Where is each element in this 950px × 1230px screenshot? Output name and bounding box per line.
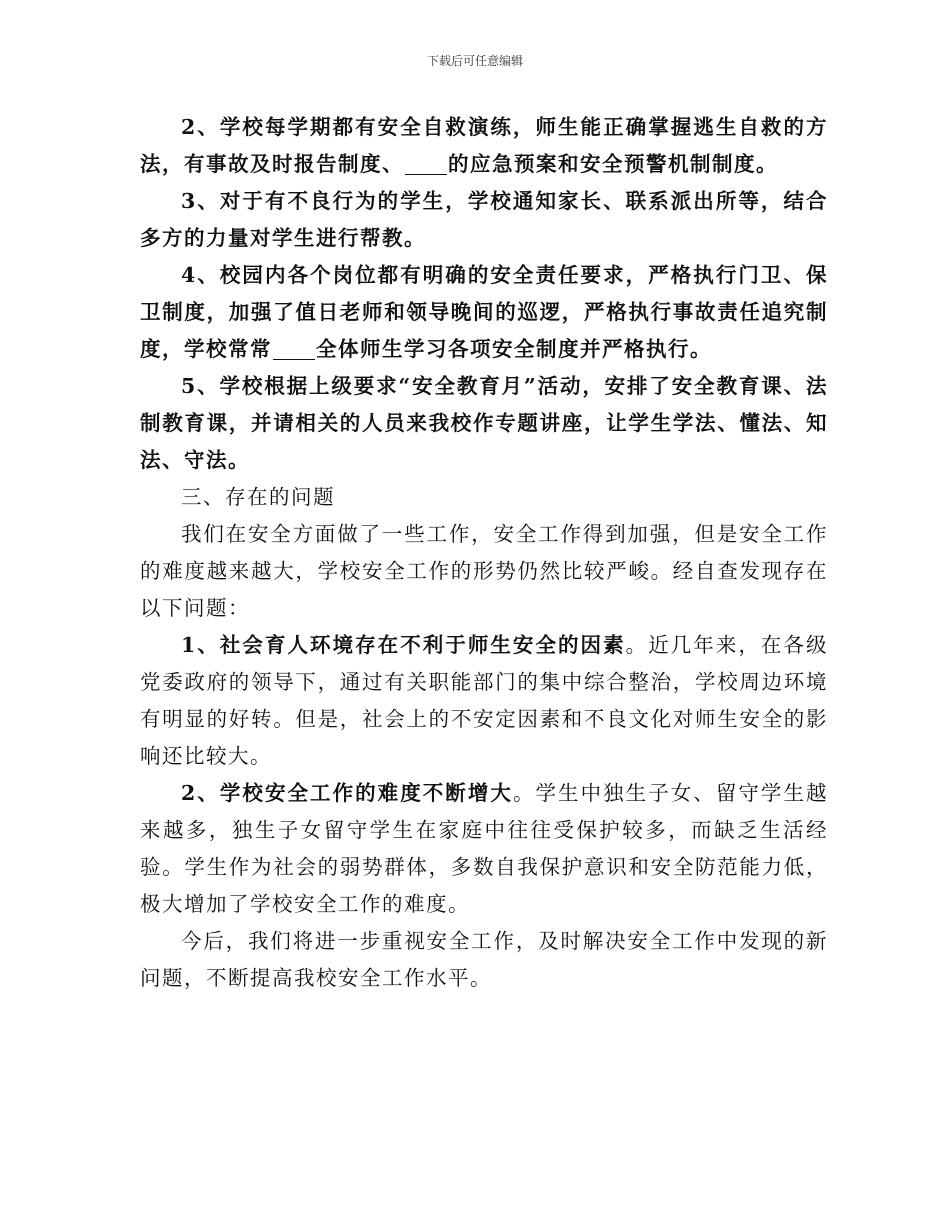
paragraph-text: 4、校园内各个岗位都有明确的安全责任要求，严格执行门卫、保卫制度，加强了值日老师和领导晚间的巡逻，严格执行事故责任追究制度，学校常常 xyxy=(140,263,828,361)
blank-underline xyxy=(273,339,315,361)
problem-lead: 2、学校安全工作的难度不断增大 xyxy=(181,781,513,805)
blank-underline xyxy=(405,154,447,176)
document-body xyxy=(140,109,828,997)
paragraph-intro-problems: 我们在安全方面做了一些工作，安全工作得到加强，但是安全工作的难度越来越大，学校安全工作的形势仍然比较严峻。经自查发现存在以下问题： xyxy=(140,522,828,620)
paragraph-text: 。近几年来，在各级党委政府的领导下，通过有关职能部门的集中综合整治，学校周边环境有明显的好转。但是，社会上的不安定因素和不良文化对师生安全的影响还比较大。 xyxy=(140,633,829,768)
paragraph-problem-1 xyxy=(140,627,828,775)
paragraph-item-4 xyxy=(140,257,828,368)
paragraph-text: 。学生中独生子女、留守学生越来越多，独生子女留守学生在家庭中往往受保护较多，而缺乏生活经验。学生作为社会的弱势群体，多数自我保护意识和安全防范能力低，极大增加了学校安全工作的难度。 xyxy=(140,781,829,916)
paragraph-item-2 xyxy=(140,109,828,183)
paragraph-text: 全体师生学习各项安全制度并严格执行。 xyxy=(316,337,712,361)
paragraph-item-5: 5、学校根据上级要求“安全教育月”活动，安排了安全教育课、法制教育课，并请相关的人员来我校作专题讲座，让学生学法、懂法、知法、守法。 xyxy=(140,374,828,472)
paragraph-conclusion: 今后，我们将进一步重视安全工作，及时解决安全工作中发现的新问题，不断提高我校安全工作水平。 xyxy=(140,929,828,990)
section-heading-problems: 三、存在的问题 xyxy=(181,485,335,509)
problem-lead: 1、社会育人环境存在不利于师生安全的因素 xyxy=(181,633,626,657)
paragraph-text: 2、学校每学期都有安全自救演练，师生能正确掌握逃生自救的方法，有事故及时报告制度、 xyxy=(140,115,828,176)
paragraph-item-3: 3、对于有不良行为的学生，学校通知家长、联系派出所等，结合多方的力量对学生进行帮教。 xyxy=(140,189,828,250)
paragraph-text: 的应急预案和安全预警机制制度。 xyxy=(448,152,778,176)
paragraph-problem-2 xyxy=(140,775,828,923)
page-header: 下载后可任意编辑 xyxy=(426,54,523,68)
